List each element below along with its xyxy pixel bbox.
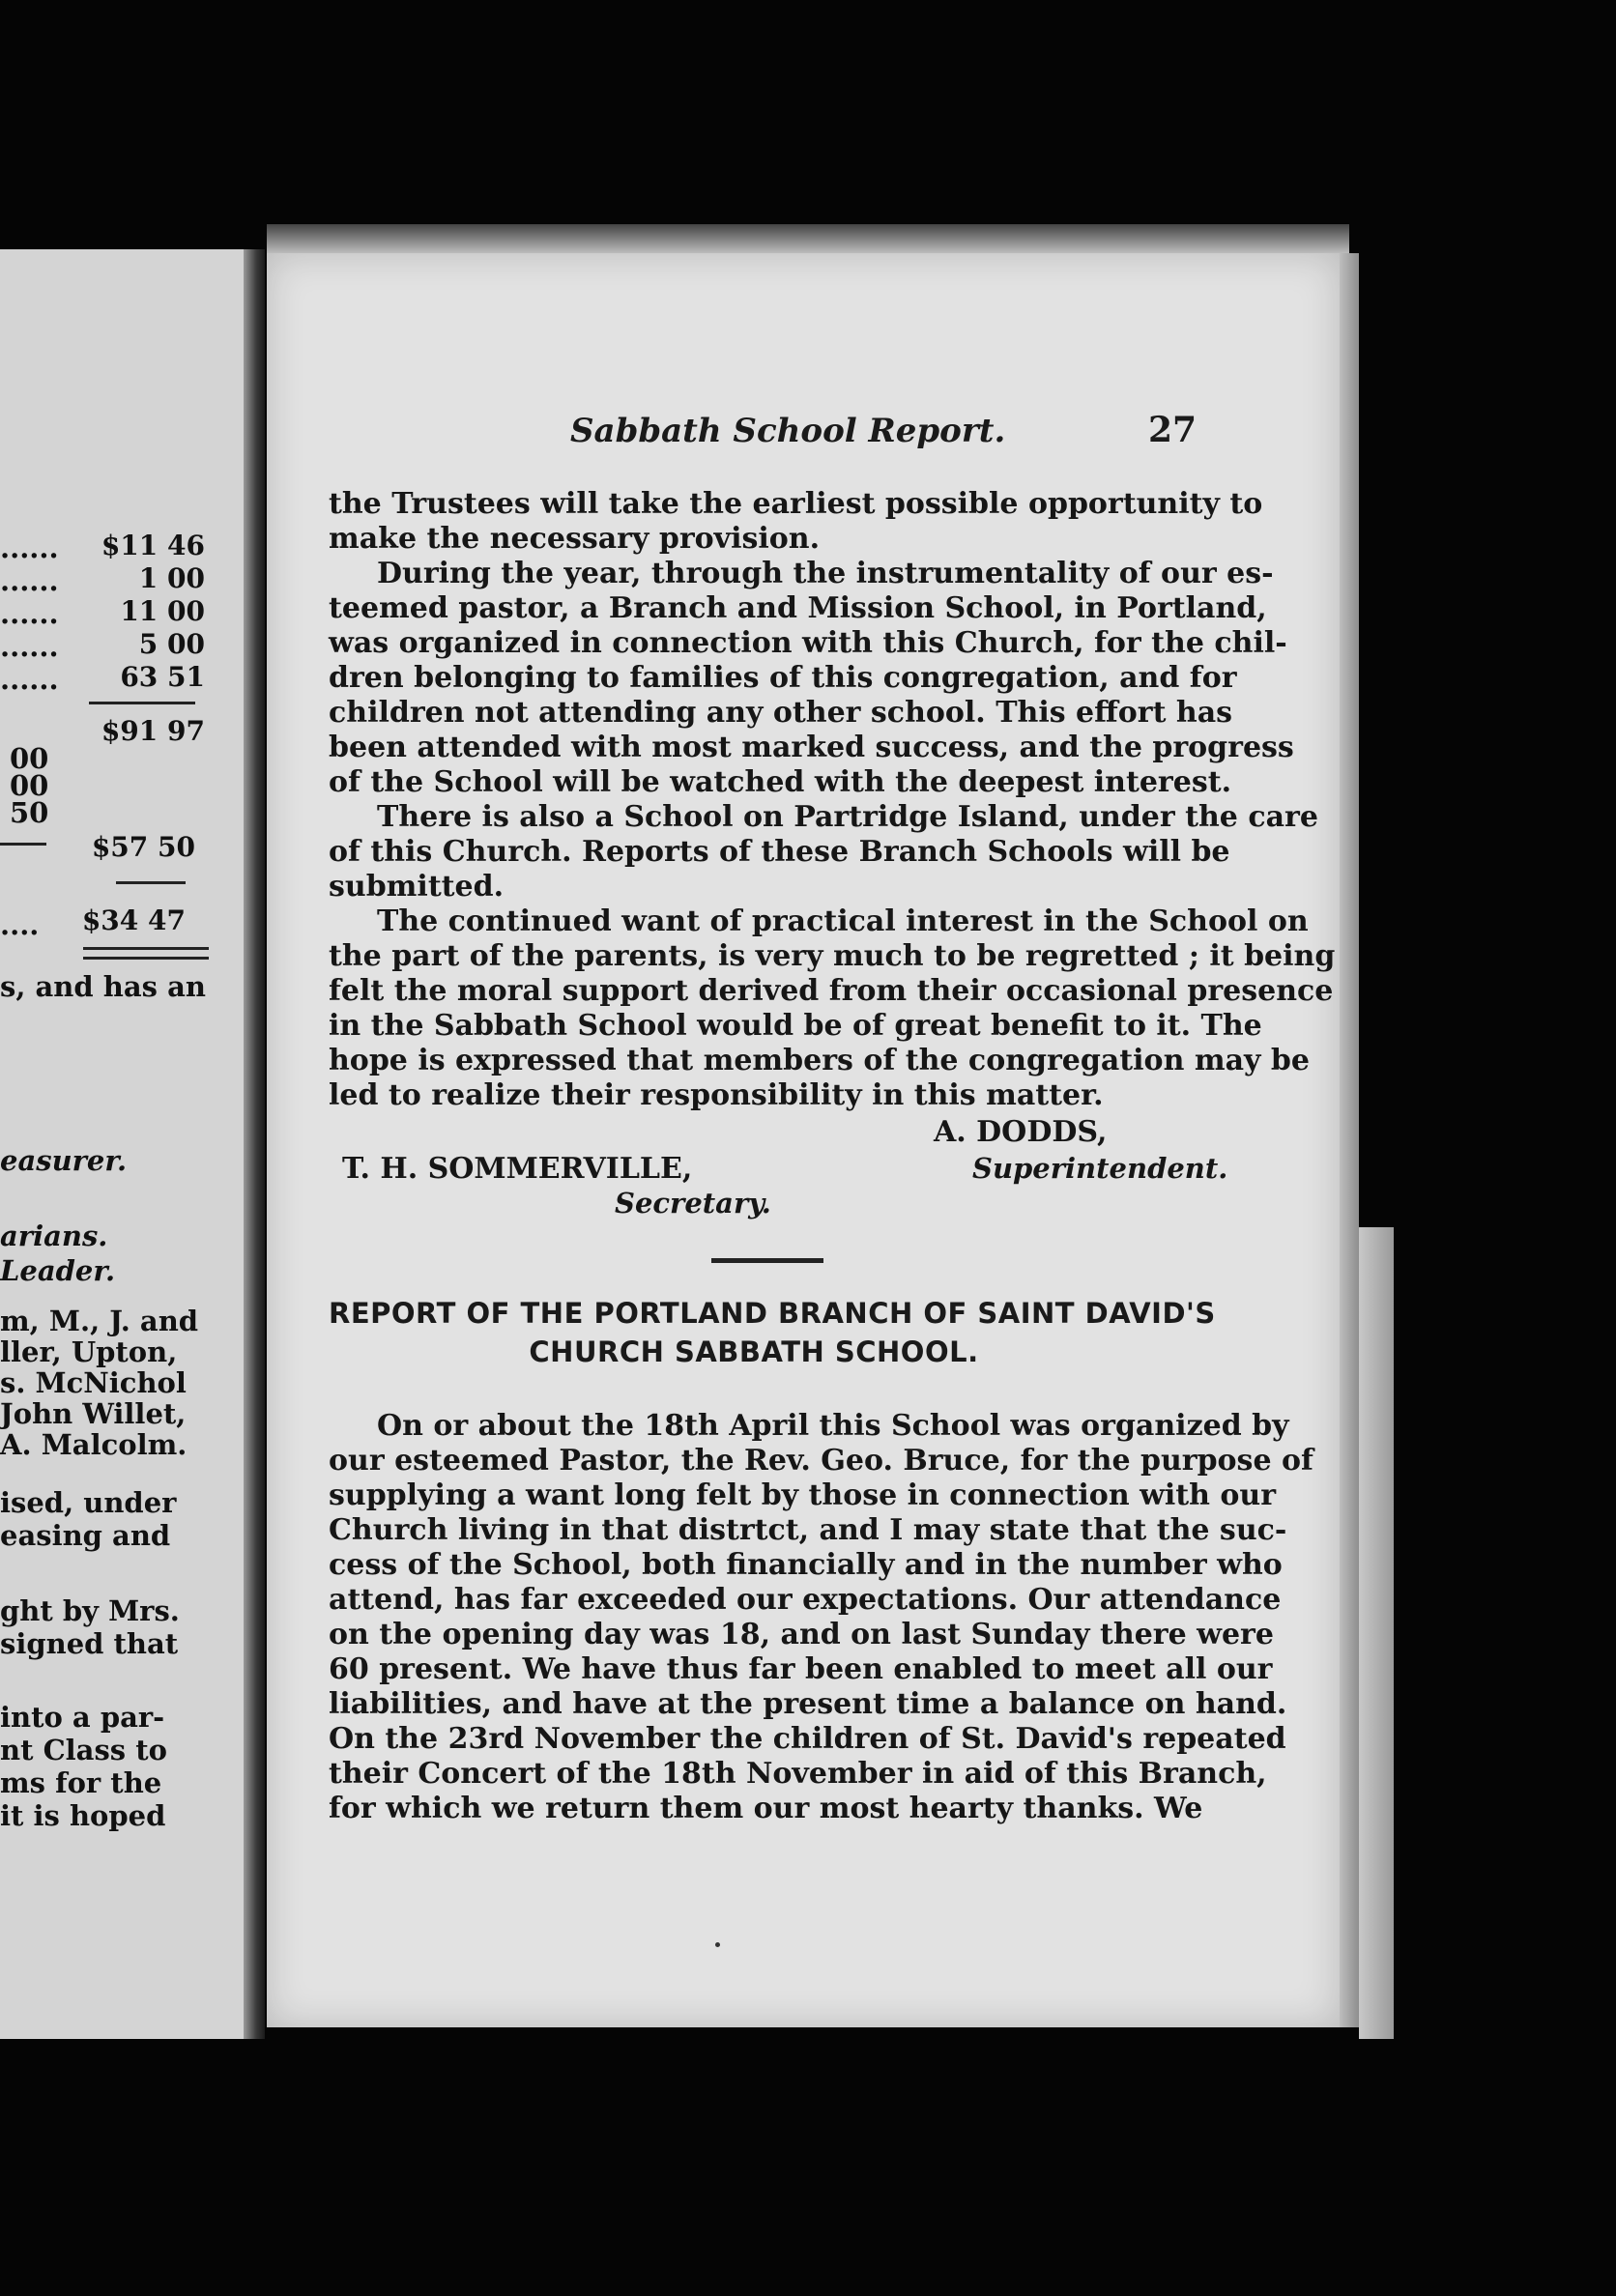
secretary-title: Secretary. (615, 1187, 771, 1220)
left-amount: $34 47 (81, 904, 186, 936)
left-rule (89, 702, 195, 704)
body-line: teemed pastor, a Branch and Mission School, in Portland, (329, 591, 1267, 625)
left-amount: 11 00 (120, 595, 205, 627)
left-amount: 5 00 (138, 628, 205, 660)
page-fore-edge (1340, 253, 1359, 2027)
body-line: in the Sabbath School would be of great benefit to it. The (329, 1009, 1262, 1043)
left-text-fragment: into a par- (0, 1701, 165, 1734)
left-text-fragment: arians. (0, 1220, 108, 1252)
left-leader: .... (0, 908, 40, 941)
left-page (0, 249, 244, 2039)
left-text-fragment: easurer. (0, 1144, 128, 1177)
left-text-fragment: A. Malcolm. (0, 1428, 188, 1461)
left-rule (116, 881, 186, 884)
left-text-fragment: ms for the (0, 1766, 162, 1799)
body-line: the Trustees will take the earliest possible opportunity to (329, 487, 1263, 521)
left-amount: $11 46 (101, 530, 205, 561)
body-line: been attended with most marked success, and the progress (329, 731, 1294, 764)
report-line: 60 present. We have thus far been enabled to meet all our (329, 1652, 1273, 1686)
left-amount: $57 50 (91, 831, 195, 863)
left-amount: 00 (10, 769, 49, 802)
left-rule (83, 957, 209, 960)
report-line: their Concert of the 18th November in aid of this Branch, (329, 1757, 1267, 1791)
secretary-name: T. H. SOMMERVILLE, (342, 1152, 693, 1186)
left-rule (83, 947, 209, 950)
left-text-fragment: Leader. (0, 1254, 116, 1287)
report-heading-line2: CHURCH SABBATH SCHOOL. (529, 1335, 979, 1368)
report-line: On the 23rd November the children of St. David's repeated (329, 1722, 1286, 1756)
report-line: Church living in that distrtct, and I may state that the suc- (329, 1513, 1287, 1547)
body-line: of the School will be watched with the deepest interest. (329, 765, 1232, 799)
left-amount: $91 97 (101, 715, 205, 747)
report-line: our esteemed Pastor, the Rev. Geo. Bruce, for the purpose of (329, 1444, 1313, 1478)
body-line: led to realize their responsibility in this matter. (329, 1078, 1104, 1112)
body-line: make the necessary provision. (329, 522, 821, 556)
report-heading-line1: REPORT OF THE PORTLAND BRANCH OF SAINT DAVID'S (329, 1297, 1216, 1330)
left-leader: ...... (0, 663, 59, 696)
paper-speck (715, 1942, 720, 1947)
superintendent-title: Superintendent. (972, 1152, 1228, 1185)
body-line: During the year, through the instrumentality of our es- (377, 557, 1274, 590)
left-amount: 1 00 (138, 562, 205, 594)
left-rule (0, 843, 46, 846)
report-line: on the opening day was 18, and on last Sunday there were (329, 1618, 1274, 1651)
left-amount: 63 51 (120, 661, 205, 693)
left-leader: ...... (0, 597, 59, 630)
book-gutter (244, 249, 265, 2039)
body-line: The continued want of practical interest in the School on (377, 904, 1309, 938)
superintendent-name: A. DODDS, (934, 1115, 1108, 1149)
page-number: 27 (1148, 410, 1198, 450)
left-leader: ...... (0, 531, 59, 564)
left-text-fragment: John Willet, (0, 1397, 187, 1430)
section-separator (711, 1258, 823, 1263)
body-line: of this Church. Reports of these Branch Schools will be (329, 835, 1230, 869)
report-line: cess of the School, both financially and in the number who (329, 1548, 1283, 1582)
body-line: There is also a School on Partridge Island, under the care (377, 800, 1318, 834)
left-amount: 00 (10, 742, 49, 775)
left-leader: ...... (0, 630, 59, 663)
left-text-fragment: s, and has an (0, 970, 206, 1003)
left-text-fragment: ised, under (0, 1486, 177, 1519)
report-line: for which we return them our most hearty thanks. We (329, 1792, 1203, 1825)
left-leader: ...... (0, 564, 59, 597)
left-text-fragment: it is hoped (0, 1799, 166, 1832)
left-text-fragment: nt Class to (0, 1734, 167, 1766)
left-text-fragment: ght by Mrs. (0, 1594, 180, 1627)
report-line: liabilities, and have at the present time a balance on hand. (329, 1687, 1287, 1721)
report-line: On or about the 18th April this School was organized by (377, 1409, 1289, 1443)
left-text-fragment: s. McNichol (0, 1366, 187, 1399)
running-head: Sabbath School Report. (570, 412, 1006, 450)
body-line: children not attending any other school. This effort has (329, 696, 1233, 730)
left-text-fragment: m, M., J. and (0, 1305, 199, 1337)
body-line: felt the moral support derived from their occasional presence (329, 974, 1334, 1008)
body-line: hope is expressed that members of the congregation may be (329, 1044, 1310, 1077)
report-line: supplying a want long felt by those in connection with our (329, 1478, 1277, 1512)
left-amount: 50 (10, 796, 49, 829)
body-line: dren belonging to families of this congregation, and for (329, 661, 1237, 695)
left-text-fragment: ller, Upton, (0, 1335, 178, 1368)
page-top-edge (267, 224, 1349, 253)
body-line: submitted. (329, 870, 505, 904)
page-tab-edge (1359, 1227, 1394, 2039)
body-line: the part of the parents, is very much to be regretted ; it being (329, 939, 1336, 973)
report-line: attend, has far exceeded our expectations. Our attendance (329, 1583, 1282, 1617)
left-text-fragment: easing and (0, 1519, 171, 1552)
left-text-fragment: signed that (0, 1627, 179, 1660)
body-line: was organized in connection with this Church, for the chil- (329, 626, 1287, 660)
